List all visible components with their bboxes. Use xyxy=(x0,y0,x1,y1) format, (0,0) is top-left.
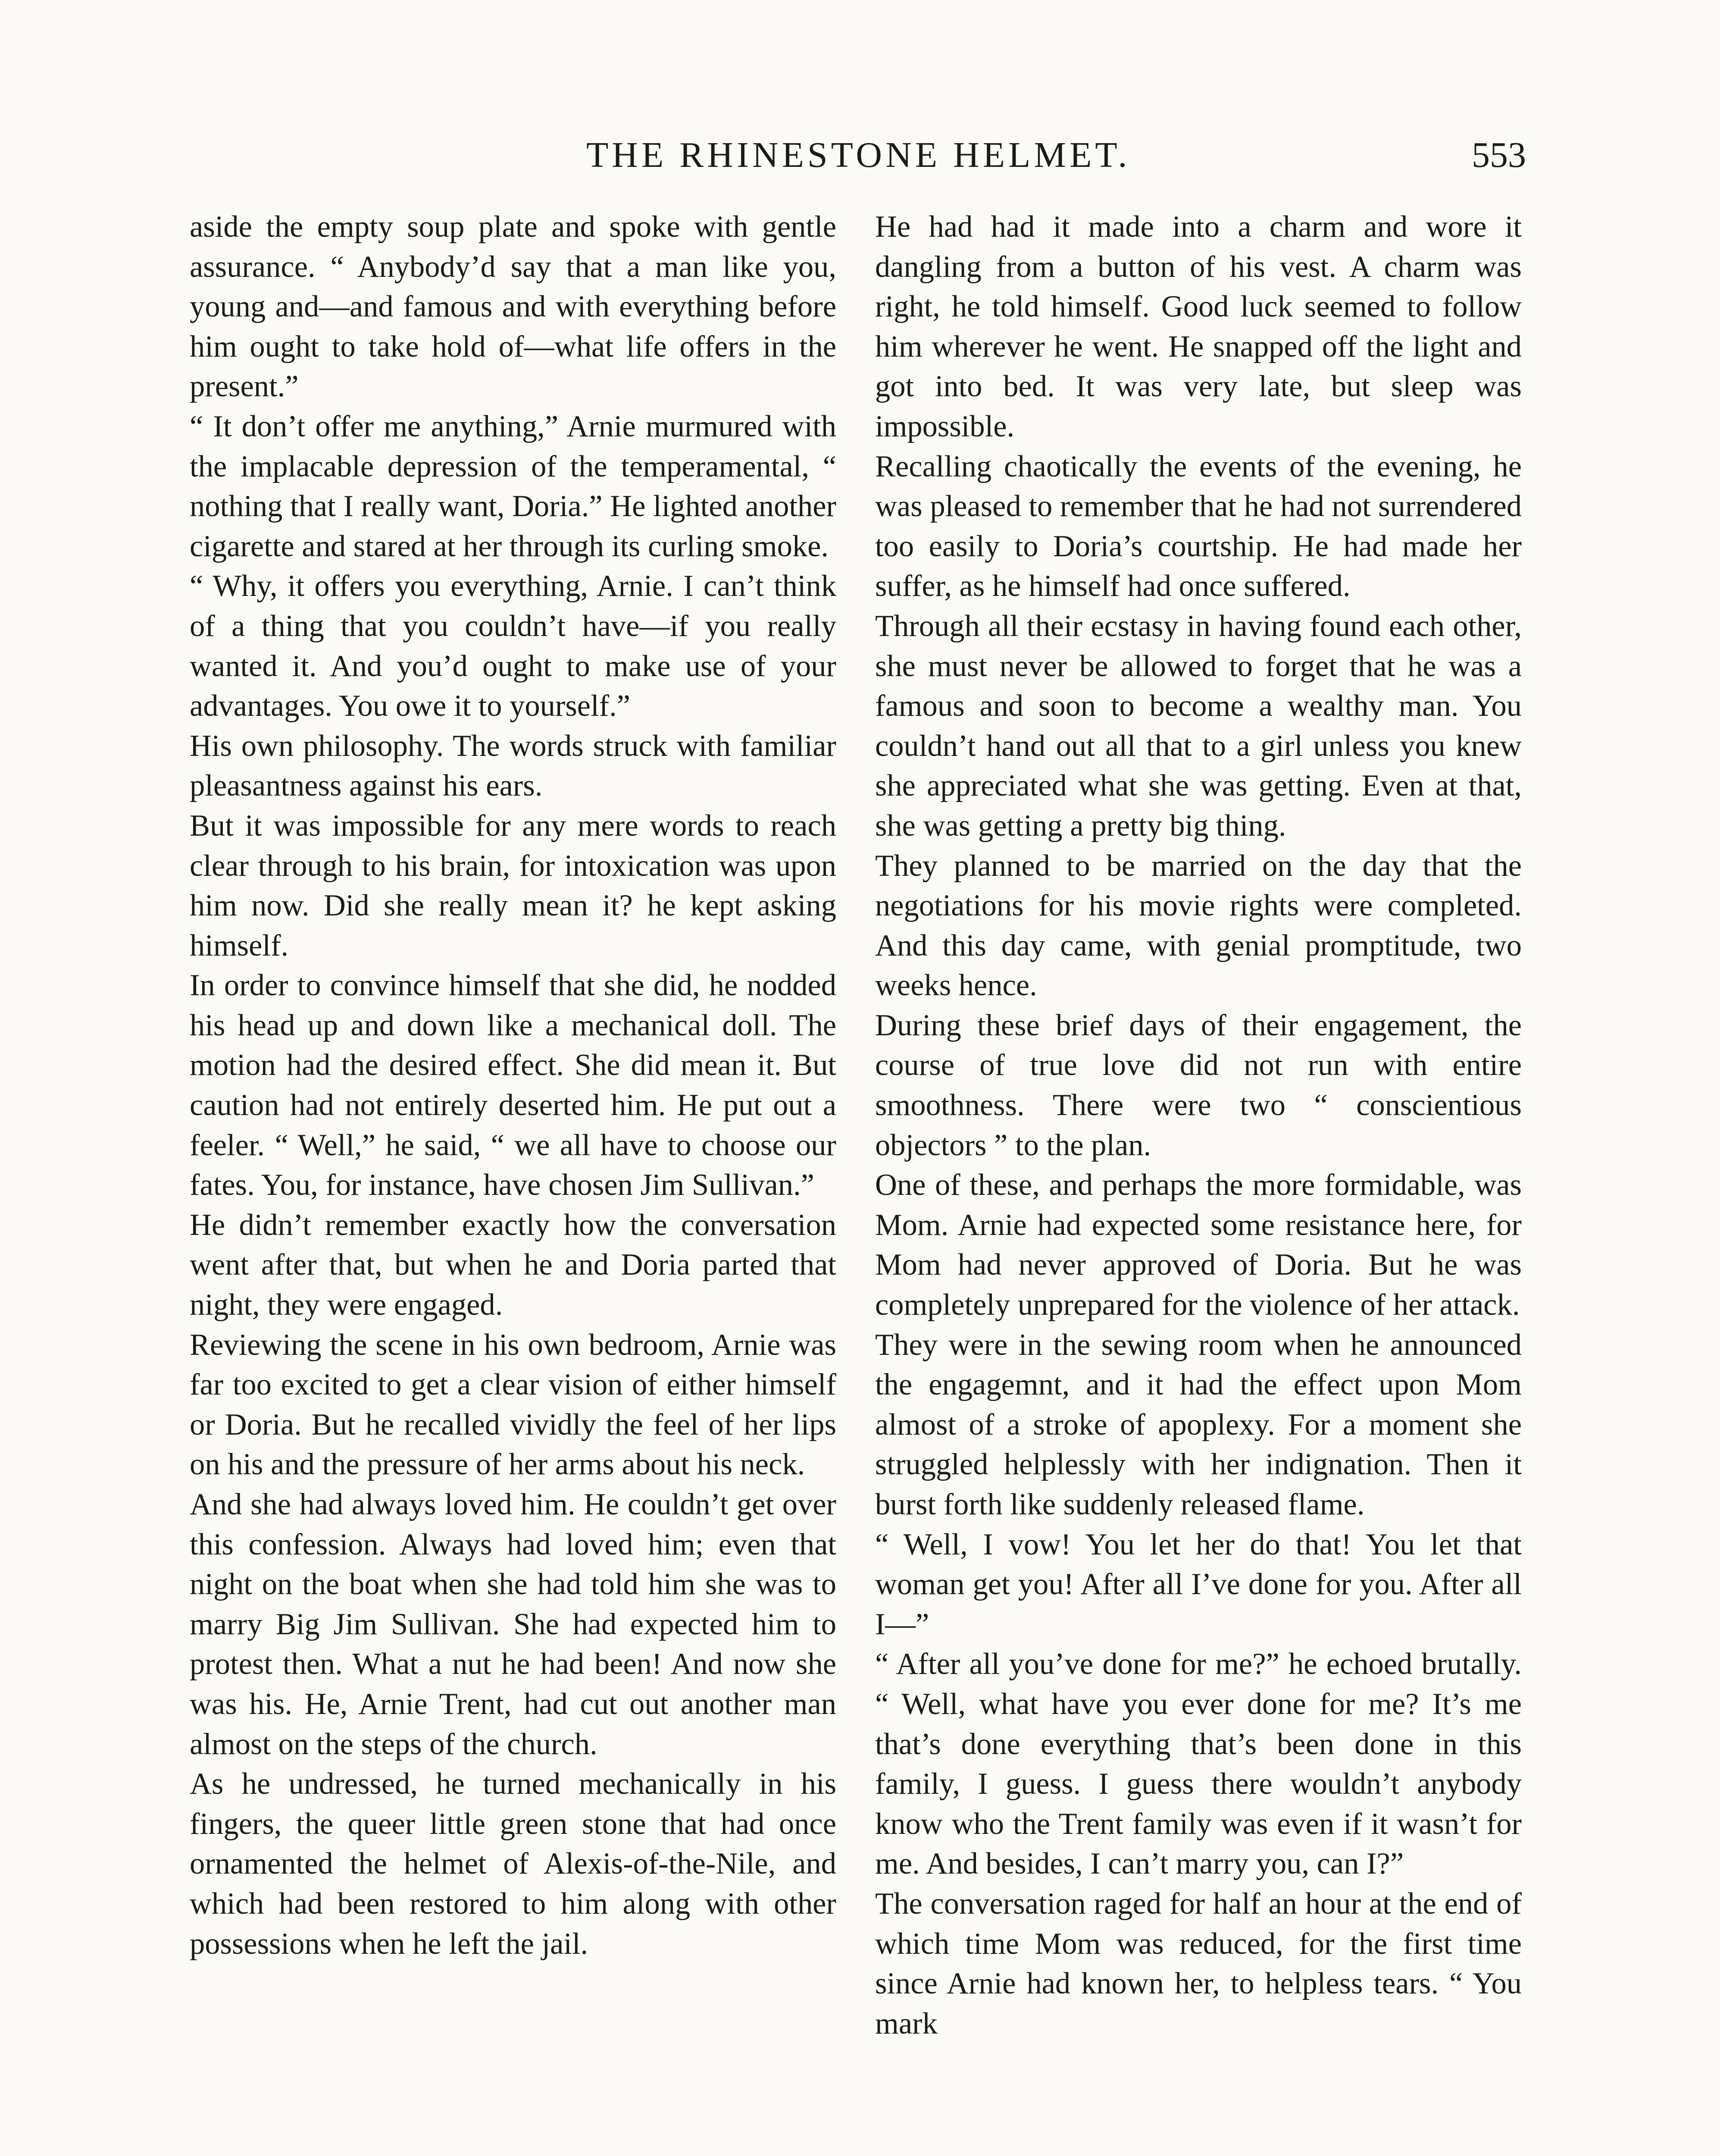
paragraph: During these brief days of their engagement, the course of true love did not run with entire smoothness. There were two “ conscientious objectors ” to the plan. xyxy=(875,1008,1522,1162)
paragraph: Recalling chaotically the events of the evening, he was pleased to remember that he had not surrendered too easily to Doria’s courtship. He had made her suffer, as he himself had once suffered. xyxy=(875,449,1522,603)
paragraph: Through all their ecstasy in having found each other, she must never be allowed to forget that he was a famous and soon to become a wealthy man. You couldn’t hand out all that to a girl unless you knew she appreciated what she was getting. Even at that, she was getting a pretty big thing. xyxy=(875,609,1522,843)
page-number: 553 xyxy=(1472,135,1526,175)
paragraph: “ After all you’ve done for me?” he echoed brutally. “ Well, what have you ever done for me? It’s me that’s done everything that’s been done in this family, I guess. I guess there wouldn’t anybody know who the Trent family was even if it wasn’t for me. And besides, I can’t marry you, can I?” xyxy=(875,1647,1522,1881)
paragraph: One of these, and perhaps the more formidable, was Mom. Arnie had expected some resistance here, for Mom had never approved of Doria. But he was completely unprepared for the violence of her attack. xyxy=(875,1168,1522,1322)
running-header xyxy=(0,125,1720,185)
paragraph: “ It don’t offer me anything,” Arnie murmured with the implacable depression of the temperamental, “ nothing that I really want, Doria.” He lighted another cigarette and stared at her through its curling smoke. xyxy=(190,409,836,563)
paragraph: aside the empty soup plate and spoke with gentle assurance. “ Anybody’d say that a man like you, young and—and famous and with everything before him ought to take hold of—what life offers in the present.” xyxy=(190,210,836,404)
paragraph: His own philosophy. The words struck with familiar pleasantness against his ears. xyxy=(190,729,836,803)
paragraph: They were in the sewing room when he announced the engagemnt, and it had the effect upon Mom almost of a stroke of apoplexy. For a moment she struggled helplessly with her indignation. Then it burst forth like suddenly released flame. xyxy=(875,1328,1522,1521)
paragraph: But it was impossible for any mere words to reach clear through to his brain, for intoxication was upon him now. Did she really mean it? he kept asking himself. xyxy=(190,808,836,962)
paragraph: “ Well, I vow! You let her do that! You let that woman get you! After all I’ve done for you. After all I—” xyxy=(875,1527,1522,1641)
running-title: THE RHINESTONE HELMET. xyxy=(586,135,1131,175)
paragraph: They planned to be married on the day that the negotiations for his movie rights were completed. And this day came, with genial promptitude, two weeks hence. xyxy=(875,849,1522,1003)
paragraph: In order to convince himself that she did, he nodded his head up and down like a mechanical doll. The motion had the desired effect. She did mean it. But caution had not entirely deserted him. He put out a feeler. “ Well,” he said, “ we all have to choose our fates. You, for instance, have chosen Jim Sullivan.” xyxy=(190,968,836,1202)
paragraph: And she had always loved him. He couldn’t get over this confession. Always had loved him; even that night on the boat when she had told him she was to marry Big Jim Sullivan. She had expected him to protest then. What a nut he had been! And now she was his. He, Arnie Trent, had cut out another man almost on the steps of the church. xyxy=(190,1488,836,1761)
paragraph: “ Why, it offers you everything, Arnie. I can’t think of a thing that you couldn’t have—if you really wanted it. And you’d ought to make use of your advantages. You owe it to yourself.” xyxy=(190,569,836,723)
right-column xyxy=(875,207,1522,2043)
paragraph: He had had it made into a charm and wore it dangling from a button of his vest. A charm was right, he told himself. Good luck seemed to follow him wherever he went. He snapped off the light and got into bed. It was very late, but sleep was impossible. xyxy=(875,210,1522,443)
paragraph: As he undressed, he turned mechanically in his fingers, the queer little green stone that had once ornamented the helmet of Alexis-of-the-Nile, and which had been restored to him along with other possessions when he left the jail. xyxy=(190,1767,836,1961)
paragraph: The conversation raged for half an hour at the end of which time Mom was reduced, for the first time since Arnie had known her, to helpless tears. “ You mark xyxy=(875,1887,1522,2040)
left-column xyxy=(190,207,836,1964)
paragraph: He didn’t remember exactly how the conversation went after that, but when he and Doria parted that night, they were engaged. xyxy=(190,1208,836,1322)
paragraph: Reviewing the scene in his own bedroom, Arnie was far too excited to get a clear vision of either himself or Doria. But he recalled vividly the feel of her lips on his and the pressure of her arms about his neck. xyxy=(190,1328,836,1482)
